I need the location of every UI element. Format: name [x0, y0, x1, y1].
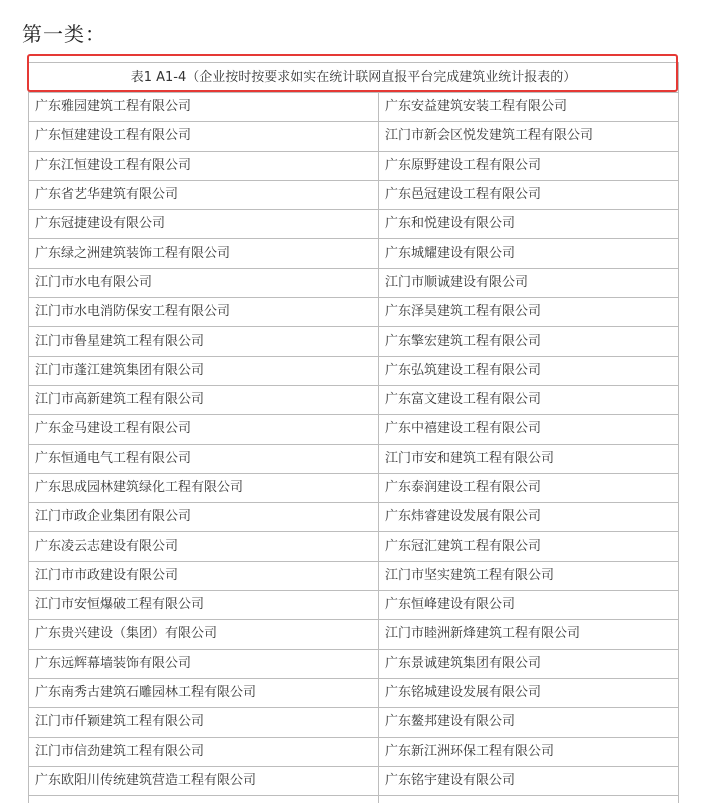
company-name-left: 广东南秀古建筑石雕园林工程有限公司 [29, 678, 379, 707]
table-row [29, 766, 679, 795]
company-name-left: 江门市水电有限公司 [29, 268, 379, 297]
company-name-left: 江门市仟颖建筑工程有限公司 [29, 708, 379, 737]
table-row [29, 649, 679, 678]
table-row [29, 678, 679, 707]
table-row [29, 532, 679, 561]
table-row [29, 796, 679, 803]
company-name-right: 广东恒峰建设有限公司 [379, 591, 679, 620]
company-name-left: 广东冠捷建设有限公司 [29, 210, 379, 239]
table-row [29, 239, 679, 268]
table-row [29, 591, 679, 620]
table-row [29, 415, 679, 444]
table-row [29, 93, 679, 122]
table-row [29, 210, 679, 239]
company-name-right: 广东鳌邦建设有限公司 [379, 708, 679, 737]
company-name-left: 广东思成园林建筑绿化工程有限公司 [29, 473, 379, 502]
table-row [29, 327, 679, 356]
company-name-left: 广东绿之洲建筑装饰工程有限公司 [29, 239, 379, 268]
company-name-right: 广东和悦建设有限公司 [379, 210, 679, 239]
company-name-left: 江门市信劲建筑工程有限公司 [29, 737, 379, 766]
table-caption-row [29, 63, 679, 93]
company-name-left: 广东金马建设工程有限公司 [29, 415, 379, 444]
table-row [29, 122, 679, 151]
company-name-left: 江门市安恒爆破工程有限公司 [29, 591, 379, 620]
company-name-right: 广东弘筑建设工程有限公司 [379, 356, 679, 385]
company-name-right: 江门市新会区悦发建筑工程有限公司 [379, 122, 679, 151]
company-name-right: 广东泰润建设工程有限公司 [379, 473, 679, 502]
company-name-right: 江门市坚实建筑工程有限公司 [379, 561, 679, 590]
company-name-right: 广东新江洲环保工程有限公司 [379, 737, 679, 766]
company-name-right [379, 796, 679, 803]
company-name-right: 广东城耀建设有限公司 [379, 239, 679, 268]
table-row [29, 737, 679, 766]
company-name-right: 广东景诚建筑集团有限公司 [379, 649, 679, 678]
table-row [29, 620, 679, 649]
company-name-left: 江门市政企业集团有限公司 [29, 503, 379, 532]
company-name-left: 广东省艺华建筑有限公司 [29, 180, 379, 209]
category-heading: 第一类： [22, 22, 106, 46]
company-name-left: 广东欧阳川传统建筑营造工程有限公司 [29, 766, 379, 795]
company-name-right: 江门市安和建筑工程有限公司 [379, 444, 679, 473]
table-row [29, 503, 679, 532]
table-row [29, 356, 679, 385]
table-row [29, 151, 679, 180]
company-name-right: 广东冠汇建筑工程有限公司 [379, 532, 679, 561]
company-name-right: 广东擎宏建筑工程有限公司 [379, 327, 679, 356]
company-name-left: 广东贵兴建设（集团）有限公司 [29, 620, 379, 649]
company-name-left: 江门市水电消防保安工程有限公司 [29, 298, 379, 327]
company-name-left: 广东江恒建设工程有限公司 [29, 151, 379, 180]
company-name-right: 江门市顺诚建设有限公司 [379, 268, 679, 297]
company-table-container [28, 62, 678, 803]
company-name-right: 广东原野建设工程有限公司 [379, 151, 679, 180]
table-row [29, 444, 679, 473]
table-row [29, 298, 679, 327]
company-name-left: 江门市蓬江建筑集团有限公司 [29, 356, 379, 385]
company-name-right: 广东富文建设工程有限公司 [379, 385, 679, 414]
company-table [28, 62, 679, 803]
table-row [29, 708, 679, 737]
company-name-left: 广东恒建建设工程有限公司 [29, 122, 379, 151]
company-name-right: 广东泽昊建筑工程有限公司 [379, 298, 679, 327]
company-name-right: 广东安益建筑安装工程有限公司 [379, 93, 679, 122]
table-row [29, 561, 679, 590]
company-name-left: 广东恒通电气工程有限公司 [29, 444, 379, 473]
company-name-right: 广东中禧建设工程有限公司 [379, 415, 679, 444]
company-name-right: 广东铭城建设发展有限公司 [379, 678, 679, 707]
company-name-right: 广东铭宇建设有限公司 [379, 766, 679, 795]
company-name-left [29, 796, 379, 803]
table-caption: 表1 A1-4（企业按时按要求如实在统计联网直报平台完成建筑业统计报表的） [29, 63, 679, 93]
company-table-body [29, 63, 679, 803]
company-name-left: 江门市市政建设有限公司 [29, 561, 379, 590]
company-name-left: 江门市鲁星建筑工程有限公司 [29, 327, 379, 356]
company-name-right: 广东炜睿建设发展有限公司 [379, 503, 679, 532]
table-row [29, 385, 679, 414]
company-name-left: 广东凌云志建设有限公司 [29, 532, 379, 561]
table-row [29, 268, 679, 297]
company-name-left: 江门市高新建筑工程有限公司 [29, 385, 379, 414]
company-name-right: 广东邑冠建设工程有限公司 [379, 180, 679, 209]
company-name-right: 江门市睦洲新烽建筑工程有限公司 [379, 620, 679, 649]
table-row [29, 180, 679, 209]
company-name-left: 广东雅园建筑工程有限公司 [29, 93, 379, 122]
table-row [29, 473, 679, 502]
company-name-left: 广东远辉幕墙装饰有限公司 [29, 649, 379, 678]
